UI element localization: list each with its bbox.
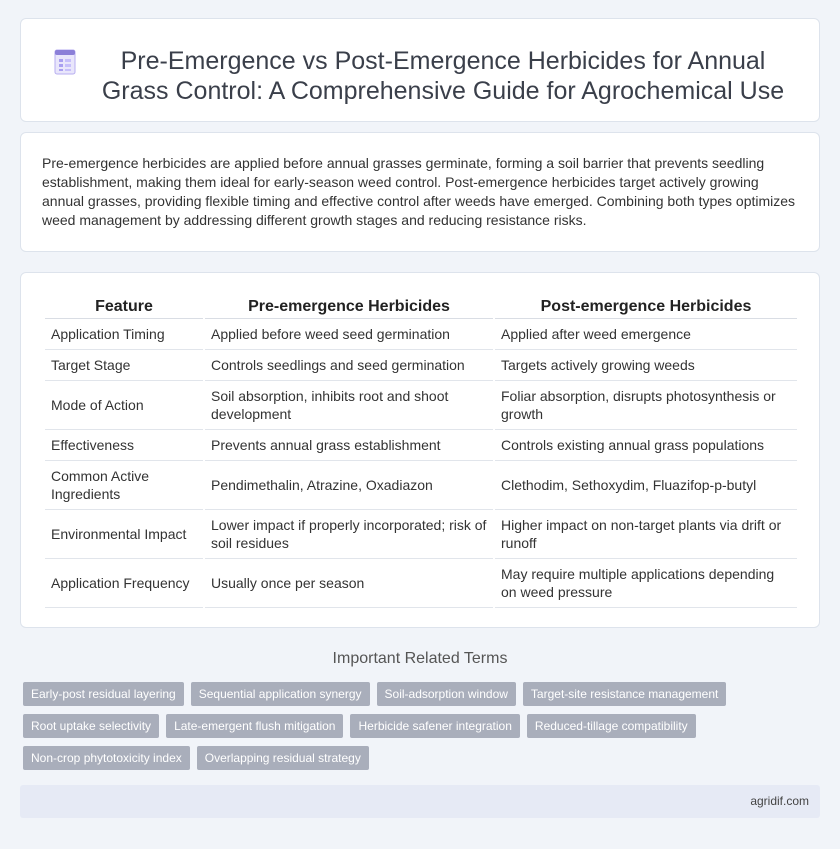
table-cell: Controls existing annual grass populations [495, 430, 797, 461]
table-cell: Mode of Action [45, 381, 203, 430]
table-cell: Clethodim, Sethoxydim, Fluazifop-p-butyl [495, 461, 797, 510]
term-tag[interactable]: Late-emergent flush mitigation [166, 714, 343, 738]
table-cell: Effectiveness [45, 430, 203, 461]
column-header: Pre-emergence Herbicides [205, 296, 493, 319]
footer-site-link[interactable]: agridif.com [750, 794, 809, 808]
table-cell: May require multiple applications depending on weed pressure [495, 559, 797, 608]
table-row [45, 381, 797, 430]
table-row [45, 559, 797, 608]
related-terms-title: Important Related Terms [332, 650, 508, 667]
term-tag[interactable]: Early-post residual layering [23, 682, 184, 706]
table-cell: Applied before weed seed germination [205, 319, 493, 350]
table-row [45, 350, 797, 381]
table-row [45, 430, 797, 461]
table-row [45, 319, 797, 350]
table-cell: Controls seedlings and seed germination [205, 350, 493, 381]
table-cell: Foliar absorption, disrupts photosynthesis or growth [495, 381, 797, 430]
table-cell: Target Stage [45, 350, 203, 381]
intro-paragraph: Pre-emergence herbicides are applied before annual grasses germinate, forming a soil barrier that prevents seedling establishment, making them ideal for early-season weed control. Post-emergence herbicides target actively growing annual grasses, providing flexible timing and effective control after weeds have emerged. Combining both types optimizes weed management by addressing different growth stages and reducing resistance risks. [42, 155, 796, 228]
table-cell: Lower impact if properly incorporated; risk of soil residues [205, 510, 493, 559]
table-cell: Application Frequency [45, 559, 203, 608]
table-cell: Environmental Impact [45, 510, 203, 559]
table-cell: Usually once per season [205, 559, 493, 608]
column-header: Post-emergence Herbicides [495, 296, 797, 319]
table-header-row [45, 296, 797, 319]
table-cell: Common Active Ingredients [45, 461, 203, 510]
table-cell: Higher impact on non-target plants via drift or runoff [495, 510, 797, 559]
table-cell: Soil absorption, inhibits root and shoot development [205, 381, 493, 430]
term-tag[interactable]: Sequential application synergy [191, 682, 370, 706]
document-icon [51, 47, 79, 77]
term-tag[interactable]: Non-crop phytotoxicity index [23, 746, 190, 770]
table-cell: Application Timing [45, 319, 203, 350]
comparison-table [43, 296, 799, 608]
related-terms-tags [23, 682, 813, 770]
page-title: Pre-Emergence vs Post-Emergence Herbicides for Annual Grass Control: A Comprehensive Guide for Agrochemical Use [101, 47, 785, 105]
table-row [45, 461, 797, 510]
comparison-table-card [20, 272, 820, 628]
table-cell: Applied after weed emergence [495, 319, 797, 350]
footer [20, 785, 820, 818]
table-cell: Pendimethalin, Atrazine, Oxadiazon [205, 461, 493, 510]
term-tag[interactable]: Root uptake selectivity [23, 714, 159, 738]
header-card [20, 18, 820, 122]
table-row [45, 510, 797, 559]
intro-card [20, 132, 820, 252]
term-tag[interactable]: Reduced-tillage compatibility [527, 714, 696, 738]
term-tag[interactable]: Target-site resistance management [523, 682, 726, 706]
term-tag[interactable]: Soil-adsorption window [377, 682, 516, 706]
term-tag[interactable]: Overlapping residual strategy [197, 746, 369, 770]
term-tag[interactable]: Herbicide safener integration [350, 714, 519, 738]
table-cell: Prevents annual grass establishment [205, 430, 493, 461]
table-cell: Targets actively growing weeds [495, 350, 797, 381]
column-header: Feature [45, 296, 203, 319]
